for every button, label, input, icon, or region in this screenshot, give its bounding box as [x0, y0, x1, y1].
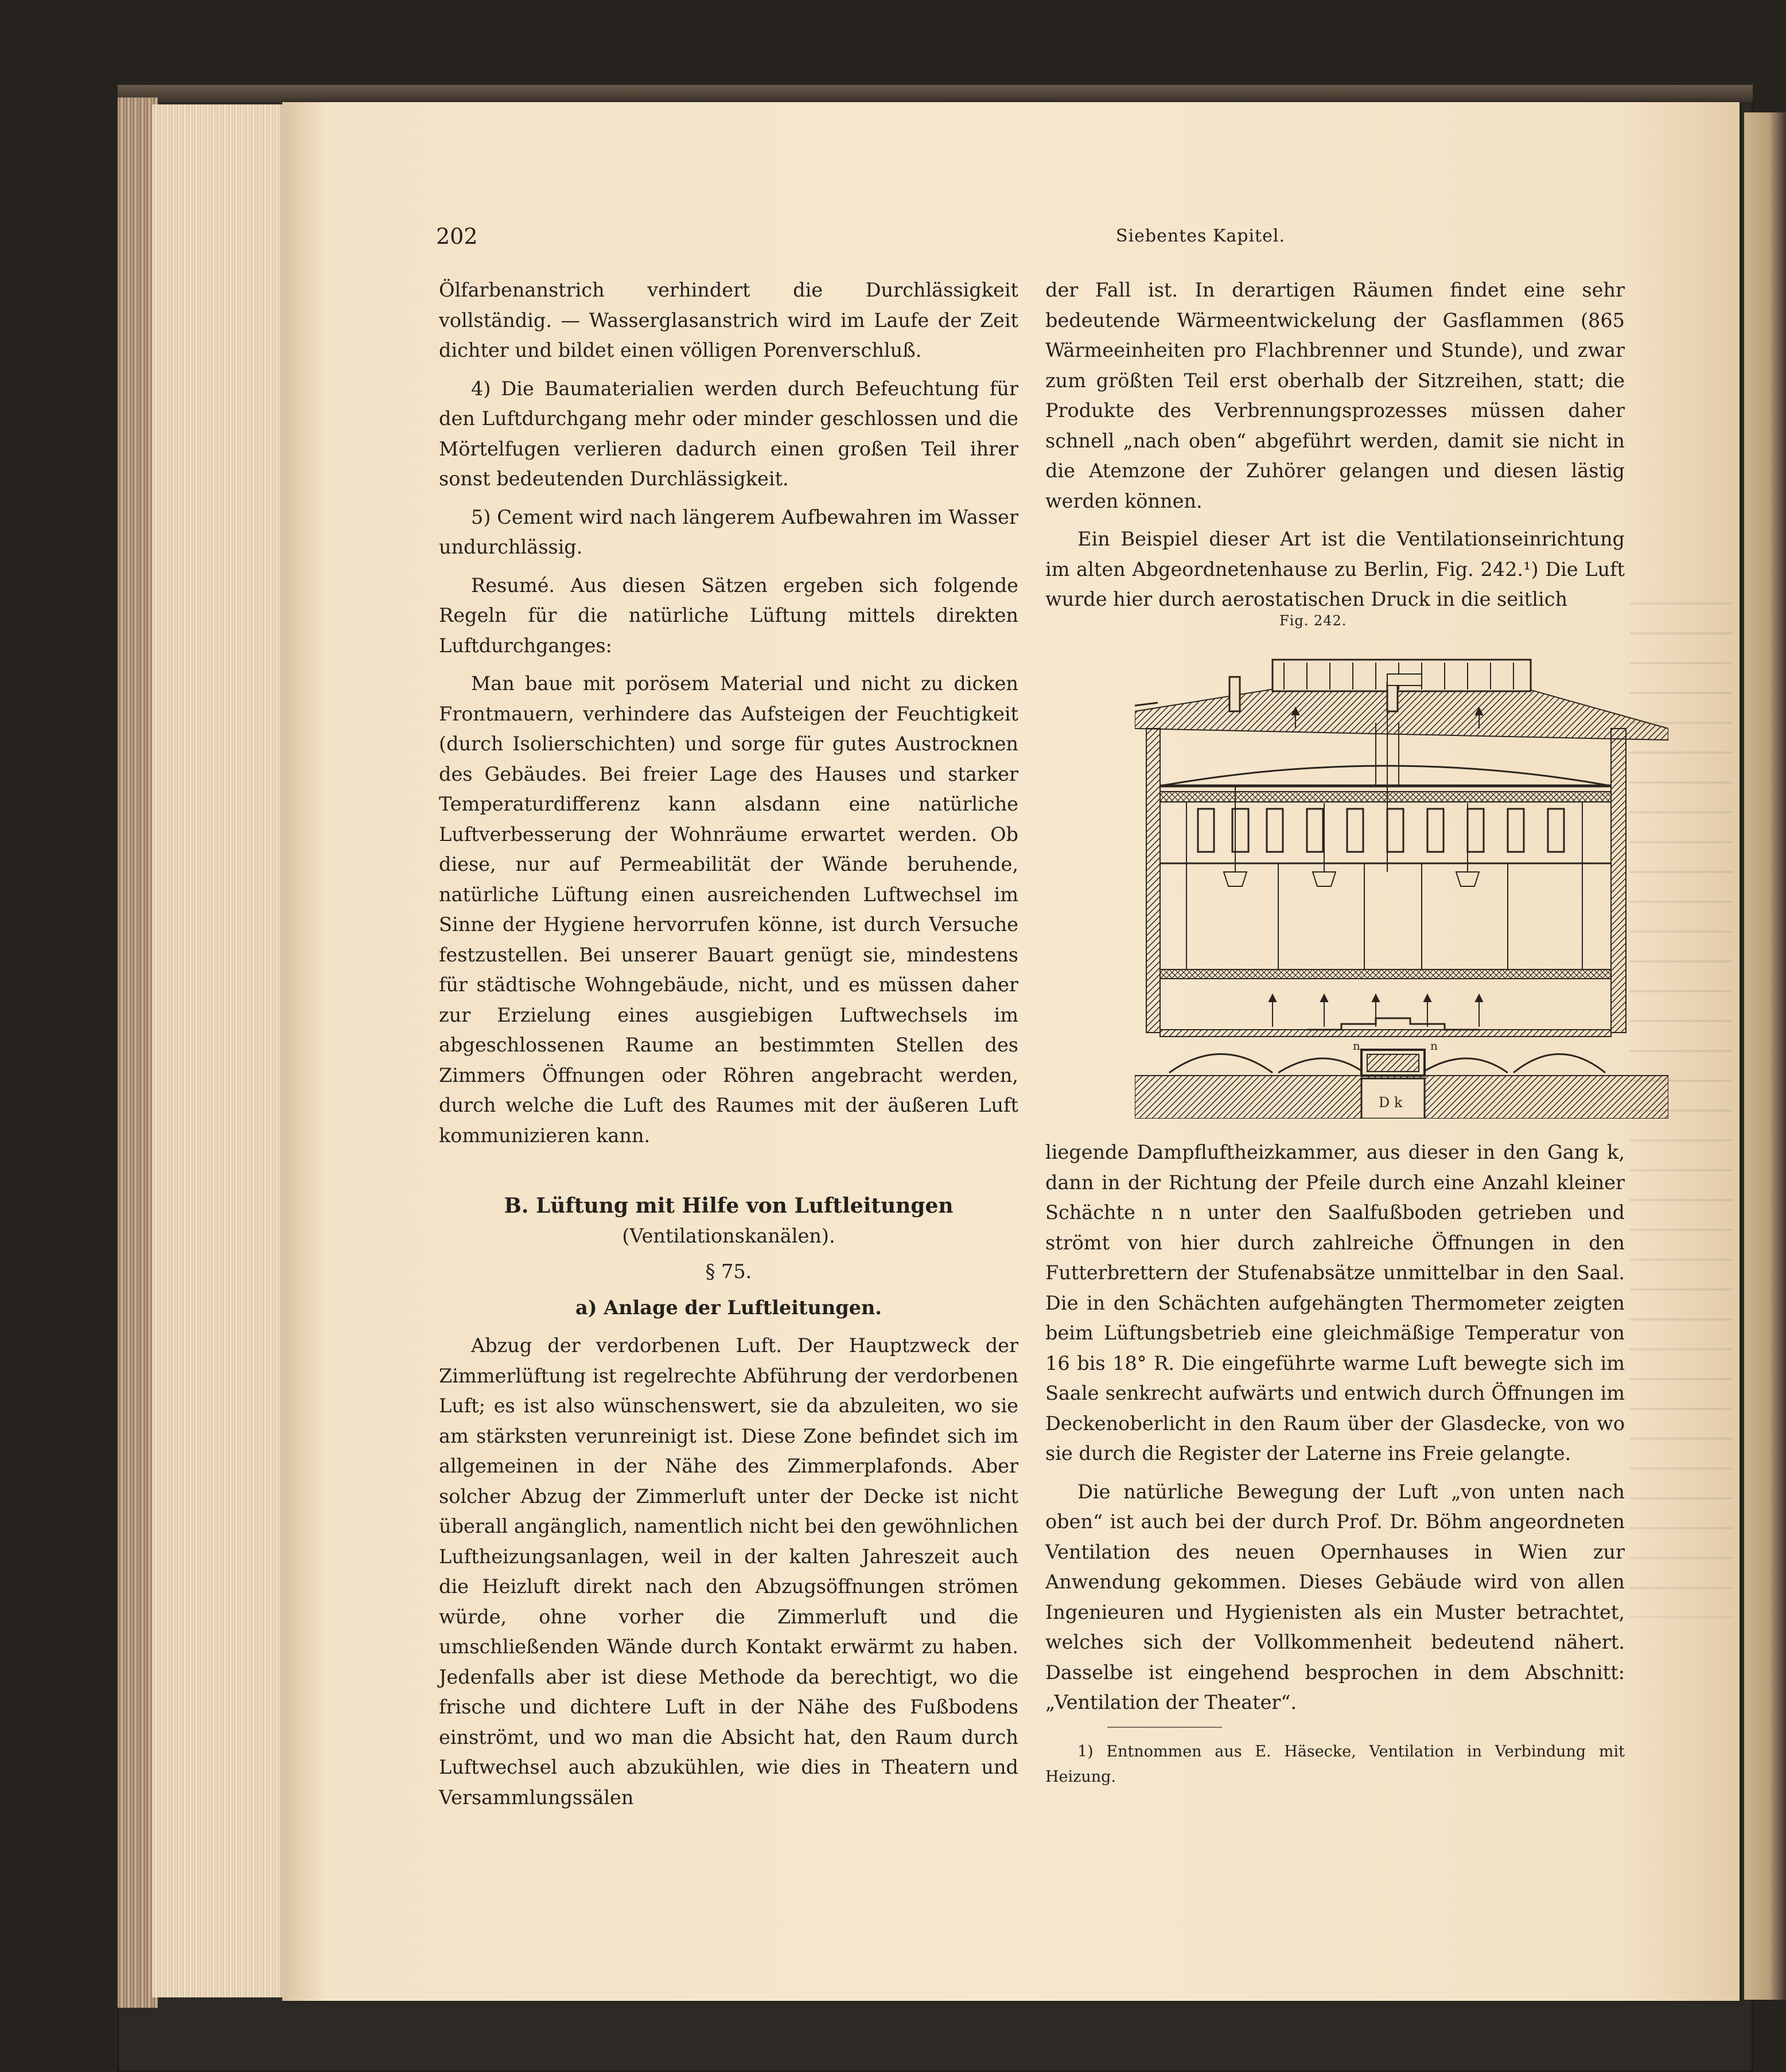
footnote-text: 1) Entnommen aus E. Häsecke, Ventilation in Verbindung mit Heizung.	[1045, 1743, 1625, 1786]
book-cover-top-edge	[118, 85, 1753, 102]
running-head: Siebentes Kapitel.	[1116, 226, 1285, 246]
subsection-a-title: a) Anlage der Luftleitungen.	[575, 1296, 882, 1319]
paragraph-beispiel: Ein Beispiel dieser Art ist die Ventilationseinrichtung im alten Abgeordnetenhause zu Berlin, Fig. 242.¹) Die Luft wurde hier durch aerostatischen Druck in die seitlich	[1045, 528, 1625, 610]
section-b-title: B. Lüftung mit Hilfe von Luftleitungen	[504, 1194, 954, 1218]
page-number: 202	[436, 224, 478, 249]
paragraph-resume: Resumé. Aus diesen Sätzen ergeben sich folgende Regeln für die natürliche Lüftung mittels direkten Luftdurchganges:	[439, 574, 1018, 657]
paragraph-abzug: Abzug der verdorbenen Luft. Der Hauptzweck der Zimmerlüftung ist regelrechte Abführung der verdorbenen Luft; es ist also wünschenswert, sie da abzuleiten, wo sie am stärksten verunreinigt ist. Diese Zone befindet sich im allgemeinen in der Nähe des Zimmerplafonds. Aber solcher Abzug der Zimmerluft unter der Decke ist nicht überall angänglich, namentlich nicht bei den gewöhnlichen Luftheizungsanlagen, weil in der kalten Jahreszeit auch die Heizluft direkt nach den Abzugsöffnungen strömen würde, ohne vorher die Zimmerluft und die umschließenden Wände durch Kontakt erwärmt zu haben. Jedenfalls aber ist diese Methode da berechtigt, wo die frische und dichtere Luft in der Nähe des Fußbodens einströmt, und wo man die Absicht hat, den Raum durch Luftwechsel auch abzukühlen, wie dies in Theatern und Versammlungssälen	[439, 1334, 1018, 1809]
paragraph-point-5: 5) Cement wird nach längerem Aufbewahren im Wasser undurchlässig.	[439, 505, 1018, 558]
right-column-bottom	[1045, 1138, 1625, 1718]
lantern-cap	[1387, 674, 1422, 686]
roof-shape	[1135, 688, 1668, 740]
left-column	[439, 275, 1018, 1813]
book-fore-edge	[1744, 112, 1786, 2000]
right-wall	[1611, 729, 1626, 1033]
chimney-left	[1229, 677, 1240, 711]
section-b-subtitle: (Ventilationskanälen).	[622, 1224, 835, 1247]
figure-caption: Fig. 242.	[1279, 613, 1347, 629]
footnote-rule	[1107, 1727, 1222, 1728]
chimney-center	[1387, 683, 1398, 711]
paragraph-natuerliche-bewegung: Die natürliche Bewegung der Luft „von unten nach oben“ ist auch bei der durch Prof. Dr. Böhm angeordneten Ventilation des neuen Opernhauses in Wien zur Anwendung gekommen. Dieses Gebäude wird von allen Ingenieuren und Hygienisten als ein Muster betrachtet, welches sich der Vollkommenheit bedeutend nähert. Dasselbe ist eingehend besprochen in dem Abschnitt: „Ventilation der Theater“.	[1045, 1480, 1625, 1713]
paragraph-oelfarben: Ölfarbenanstrich verhindert die Durchlässigkeit vollständig. — Wasserglasanstrich wird im Laufe der Zeit dichter und bildet einen völligen Porenverschluß.	[439, 279, 1018, 361]
paragraph-rules: Man baue mit porösem Material und nicht zu dicken Frontmauern, verhindere das Aufsteigen der Feuchtigkeit (durch Isolierschichten) und sorge für gutes Austrocknen des Gebäudes. Bei freier Lage des Hauses und starker Temperaturdifferenz kann alsdann eine natürliche Luftverbesserung der Wohnräume erwartet werden. Ob diese, nur auf Permeabilität der Wände beruhende, natürliche Lüftung einen ausreichenden Luftwechsel im Sinne der Hygiene hervorrufen könne, ist durch Versuche festzustellen. Bei unserer Bauart genügt sie, mindestens für städtische Wohngebäude, nicht, und es müssen daher zur Erzielung eines ausgiebigen Luftwechsels im abgeschlossenen Raume an bestimmten Stellen des Zimmers Öffnungen oder Röhren angebracht werden, durch welche die Luft des Raumes mit der äußeren Luft kommunizieren kann.	[439, 672, 1018, 1147]
ceiling-vault	[1160, 766, 1611, 786]
cornice	[1160, 792, 1611, 802]
hall-floor	[1160, 1030, 1611, 1037]
figure-242-building-section	[1135, 648, 1668, 1119]
paragraph-point-4: 4) Die Baumaterialien werden durch Befeuchtung für den Luftdurchgang mehr oder minder geschlossen und die Mörtelfugen verlieren dadurch einen großen Teil ihrer sonst bedeutenden Durchlässigkeit.	[439, 377, 1018, 490]
seating-steps	[1307, 1018, 1479, 1030]
upper-floor	[1160, 969, 1611, 979]
left-wall	[1146, 729, 1160, 1033]
paragraph-der-fall: der Fall ist. In derartigen Räumen findet eine sehr bedeutende Wärmeentwickelung der Gasflammen (865 Wärmeeinheiten pro Flachbrenner und Stunde), und zwar zum größten Teil erst oberhalb der Sitzreihen, statt; die Produkte des Verbrennungsprozesses müssen daher schnell „nach oben“ abgeführt werden, damit sie nicht in die Atemzone der Zuhörer gelangen und diesen lästig werden können.	[1045, 279, 1625, 512]
label-n-right: n	[1430, 1039, 1438, 1053]
footnote	[1045, 1739, 1625, 1790]
right-column-top	[1045, 275, 1625, 615]
label-dk: D k	[1379, 1095, 1403, 1111]
label-n-left: n	[1353, 1039, 1360, 1053]
paragraph-sign: § 75.	[705, 1260, 752, 1283]
paragraph-dampfluft: liegende Dampfluftheizkammer, aus dieser in den Gang k, dann in der Richtung der Pfeile durch eine Anzahl kleiner Schächte n n unter den Saalfußboden getrieben und strömt von hier durch zahlreiche Öffnungen in den Futterbrettern der Stufenabsätze unmittelbar in den Saal. Die in den Schächten aufgehängten Thermometer zeigten beim Lüftungsbetrieb eine gleichmäßige Temperatur von 16 bis 18° R. Die eingeführte warme Luft bewegte sich im Saale senkrecht aufwärts und entwich durch Öffnungen im Deckenoberlicht in den Raum über der Glasdecke, von wo sie durch die Register der Laterne ins Freie gelangte.	[1045, 1141, 1625, 1465]
page-header	[436, 224, 1285, 252]
page-stack-edge	[152, 104, 284, 1997]
